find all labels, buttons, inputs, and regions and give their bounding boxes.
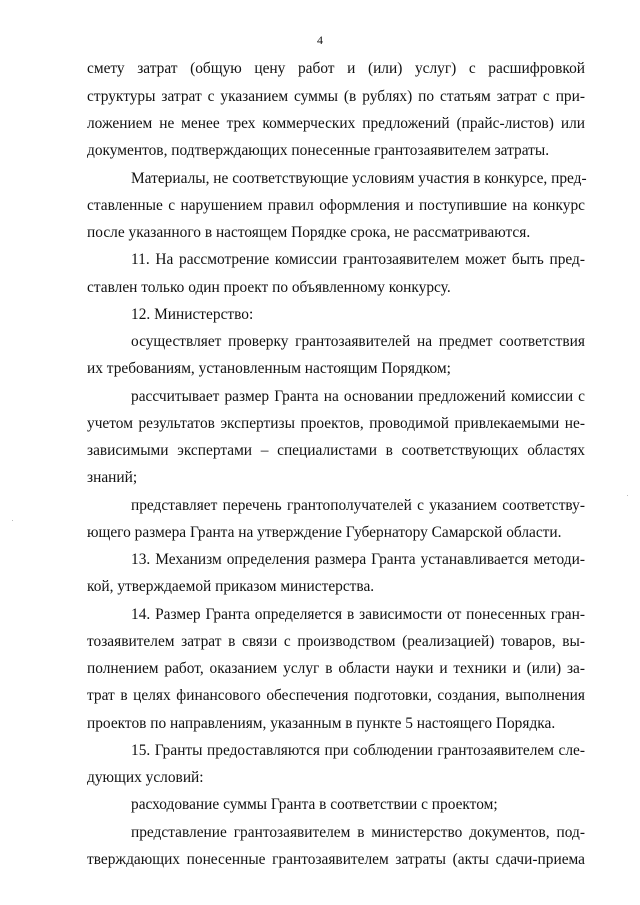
text-line: трат в целях финансового обеспечения подготовки, создания, выполнения [87, 687, 585, 704]
text-line: учетом результатов экспертизы проектов, проводимой привлекаемыми не- [87, 415, 585, 432]
text-line: документов, подтверждающих понесенные грантозаявителем затраты. [87, 142, 550, 159]
text-line: зависимыми экспертами – специалистами в соответствующих областях [87, 442, 585, 459]
page-number: 4 [317, 33, 323, 47]
text-line: 15. Гранты предоставляются при соблюдении грантозаявителем сле- [131, 742, 585, 759]
text-line: представляет перечень грантополучателей с указанием соответству- [131, 497, 585, 514]
text-line: дующих условий: [87, 769, 204, 786]
text-line: знаний; [87, 469, 138, 486]
text-line: осуществляет проверку грантозаявителей на предмет соответствия [131, 333, 585, 350]
text-line: ложением не менее трех коммерческих предложений (прайс-листов) или [87, 115, 585, 132]
text-line: ставленные с нарушением правил оформления и поступившие на конкурс [87, 197, 585, 214]
text-line: ставлен только один проект по объявленному конкурсу. [87, 279, 451, 296]
text-line: представление грантозаявителем в министерство документов, под- [131, 824, 585, 841]
text-line: ющего размера Гранта на утверждение Губернатору Самарской области. [87, 524, 562, 541]
text-line: тозаявителем затрат в связи с производством (реализацией) товаров, вы- [87, 633, 585, 650]
scan-speck [627, 495, 628, 496]
text-line: 14. Размер Гранта определяется в зависимости от понесенных гран- [131, 606, 585, 623]
text-line: после указанного в настоящем Порядке срока, не рассматриваются. [87, 224, 531, 241]
text-line: смету затрат (общую цену работ и (или) услуг) с расшифровкой [87, 60, 585, 77]
text-line: структуры затрат с указанием суммы (в рублях) по статьям затрат с при- [87, 88, 585, 105]
text-line: расходование суммы Гранта в соответствии с проектом; [131, 796, 498, 813]
text-line: 12. Министерство: [131, 306, 254, 323]
text-line: рассчитывает размер Гранта на основании предложений комиссии с [131, 388, 585, 405]
text-line: Материалы, не соответствующие условиям участия в конкурсе, пред- [131, 170, 587, 187]
scan-speck [12, 520, 13, 521]
text-line: проектов по направлениям, указанным в пункте 5 настоящего Порядка. [87, 715, 556, 732]
text-line: 11. На рассмотрение комиссии грантозаявителем может быть пред- [131, 251, 585, 268]
text-line: 13. Механизм определения размера Гранта устанавливается методи- [131, 551, 585, 568]
text-line: их требованиям, установленным настоящим Порядком; [87, 360, 451, 377]
text-line: полнением работ, оказанием услуг в области науки и техники и (или) за- [87, 660, 585, 677]
text-line: тверждающих понесенные грантозаявителем затраты (акты сдачи-приема [87, 851, 585, 868]
text-line: кой, утверждаемой приказом министерства. [87, 578, 375, 595]
